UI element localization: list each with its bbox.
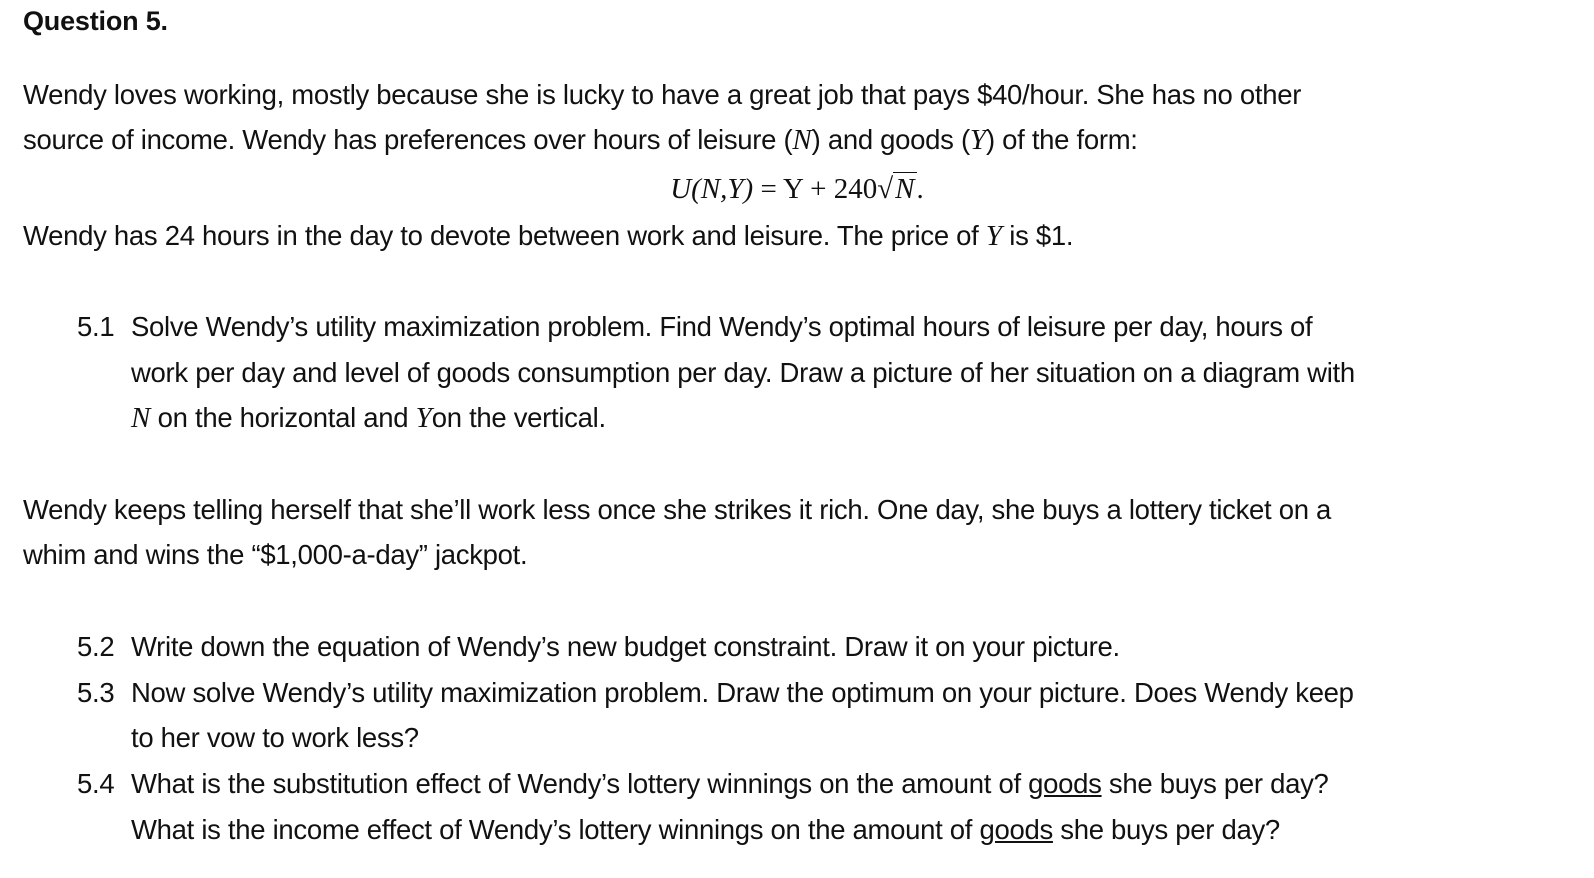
- q53-line-1: Now solve Wendy’s utility maximization problem. Draw the optimum on your picture. Does Wendy keep: [131, 677, 1354, 708]
- intro-line-2-text-c: ) of the form:: [985, 124, 1138, 155]
- var-n: N: [792, 124, 812, 156]
- lottery-line-2: whim and wins the “$1,000-a-day” jackpot.: [23, 539, 528, 570]
- var-y-axis: Y: [415, 402, 432, 434]
- intro-line-3: [23, 219, 1073, 253]
- sqrt-radicand: N: [895, 173, 915, 205]
- q54-line-2-text-b: she buys per day?: [1052, 814, 1280, 845]
- intro-line-3-text-b: is $1.: [1001, 220, 1074, 251]
- q54-line-2: [131, 813, 1280, 847]
- intro-line-2-text-b: ) and goods (: [811, 124, 970, 155]
- sqrt-symbol: √: [877, 173, 894, 205]
- lottery-line-1: Wendy keeps telling herself that she’ll work less once she strikes it rich. One day, she buys a lottery ticket on a: [23, 494, 1332, 525]
- intro-line-2-text-a: source of income. Wendy has preferences over hours of leisure (: [23, 124, 793, 155]
- intro-line-3-text-a: Wendy has 24 hours in the day to devote between work and leisure. The price of: [23, 220, 986, 251]
- q51-line-3: [131, 401, 606, 435]
- q54-line-2-text-a: What is the income effect of Wendy’s lottery winnings on the amount of: [131, 814, 980, 845]
- q52-number: 5.2: [77, 631, 115, 662]
- intro-line-1: Wendy loves working, mostly because she is lucky to have a great job that pays $40/hour. She has no other: [23, 79, 1302, 110]
- q53-number: 5.3: [77, 677, 115, 708]
- q54-line-1-text-a: What is the substitution effect of Wendy’s lottery winnings on the amount of: [131, 768, 1029, 799]
- utility-equation: [0, 172, 1594, 206]
- goods-underlined-2: goods: [979, 814, 1053, 845]
- equation-end: .: [916, 173, 924, 205]
- var-n-axis: N: [131, 402, 151, 434]
- equation-lhs: U(N,Y): [670, 173, 754, 205]
- q54-line-1-text-b: she buys per day?: [1101, 768, 1329, 799]
- q51-line-3-text-a: on the horizontal and: [150, 402, 416, 433]
- intro-line-2: [23, 123, 1138, 157]
- var-y-price: Y: [985, 220, 1002, 252]
- q51-line-2: work per day and level of goods consumption per day. Draw a picture of her situation on a diagram with: [131, 357, 1355, 388]
- q52-text: Write down the equation of Wendy’s new budget constraint. Draw it on your picture.: [131, 631, 1120, 662]
- var-y: Y: [969, 124, 986, 156]
- goods-underlined: goods: [1028, 768, 1102, 799]
- equation-mid: = Y + 240: [753, 173, 878, 205]
- q51-line-3-text-b: on the vertical.: [431, 402, 606, 433]
- q54-line-1: [131, 767, 1329, 801]
- q51-line-1: Solve Wendy’s utility maximization problem. Find Wendy’s optimal hours of leisure per day, hours of: [131, 311, 1313, 342]
- q54-number: 5.4: [77, 768, 115, 799]
- question-title: Question 5.: [23, 6, 168, 36]
- sqrt-expression: [877, 172, 916, 206]
- q53-line-2: to her vow to work less?: [131, 722, 419, 753]
- q51-number: 5.1: [77, 311, 115, 342]
